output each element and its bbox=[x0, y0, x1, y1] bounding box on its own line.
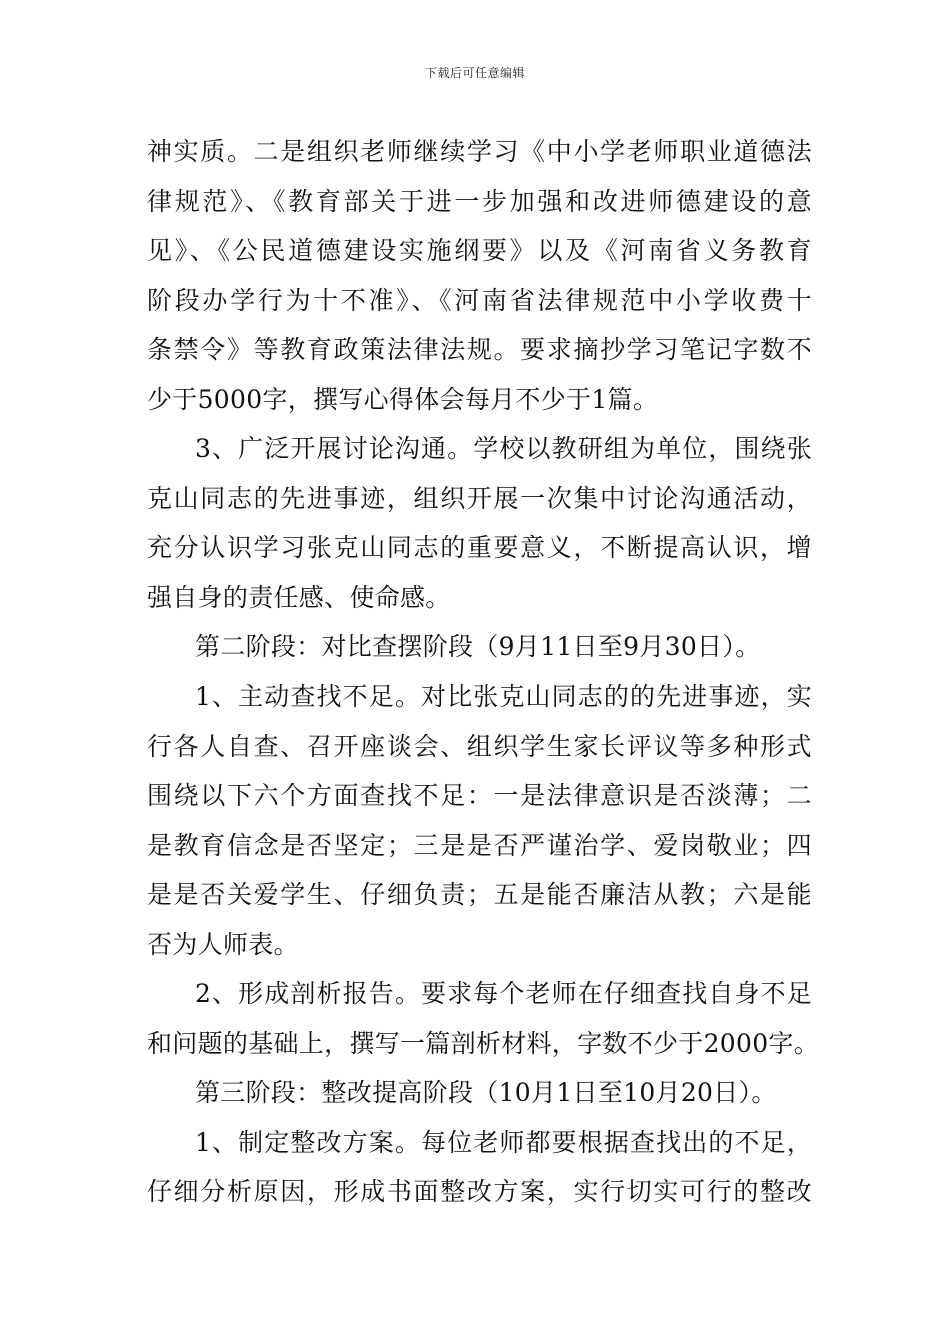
text-line: 强自身的责任感、使命感。 bbox=[147, 582, 451, 612]
text-line: 1、主动查找不足。对比张克山同志的的先进事迹，实 bbox=[195, 682, 812, 712]
text-line: 是教育信念是否坚定；三是是否严谨治学、爱岗敬业；四 bbox=[147, 830, 812, 860]
text-line: 3、广泛开展讨论沟通。学校以教研组为单位，围绕张 bbox=[195, 434, 812, 464]
page-header: 下载后可任意编辑 bbox=[424, 66, 525, 80]
text-line: 神实质。二是组织老师继续学习《中小学老师职业道德法 bbox=[147, 137, 812, 166]
text-line: 和问题的基础上，撰写一篇剖析材料，字数不少于2000字。 bbox=[147, 1028, 820, 1058]
text-line: 2、形成剖析报告。要求每个老师在仔细查找自身不足 bbox=[195, 979, 812, 1009]
document-body bbox=[147, 127, 820, 1217]
text-line: 第二阶段：对比查摆阶段（9月11日至9月30日）。 bbox=[195, 632, 761, 662]
text-line: 克山同志的先进事迹，组织开展一次集中讨论沟通活动， bbox=[147, 483, 812, 513]
text-line: 否为人师表。 bbox=[147, 929, 299, 959]
text-line: 见》、《公民道德建设实施纲要》以及《河南省义务教育 bbox=[147, 236, 812, 266]
text-line: 条禁令》等教育政策法律法规。要求摘抄学习笔记字数不 bbox=[147, 335, 812, 365]
text-line: 律规范》、《教育部关于进一步加强和改进师德建设的意 bbox=[147, 186, 812, 216]
text-line: 是是否关爱学生、仔细负责；五是能否廉洁从教；六是能 bbox=[147, 880, 812, 910]
text-line: 第三阶段：整改提高阶段（10月1日至10月20日）。 bbox=[195, 1078, 777, 1108]
text-line: 仔细分析原因，形成书面整改方案，实行切实可行的整改 bbox=[147, 1177, 812, 1207]
text-line: 1、制定整改方案。每位老师都要根据查找出的不足， bbox=[195, 1127, 812, 1157]
text-line: 充分认识学习张克山同志的重要意义，不断提高认识，增 bbox=[147, 533, 812, 563]
text-line: 围绕以下六个方面查找不足：一是法律意识是否淡薄；二 bbox=[147, 781, 812, 811]
text-line: 阶段办学行为十不准》、《河南省法律规范中小学收费十 bbox=[147, 285, 812, 315]
text-line: 少于5000字，撰写心得体会每月不少于1篇。 bbox=[147, 384, 659, 414]
text-line: 行各人自查、召开座谈会、组织学生家长评议等多种形式 bbox=[147, 731, 812, 761]
